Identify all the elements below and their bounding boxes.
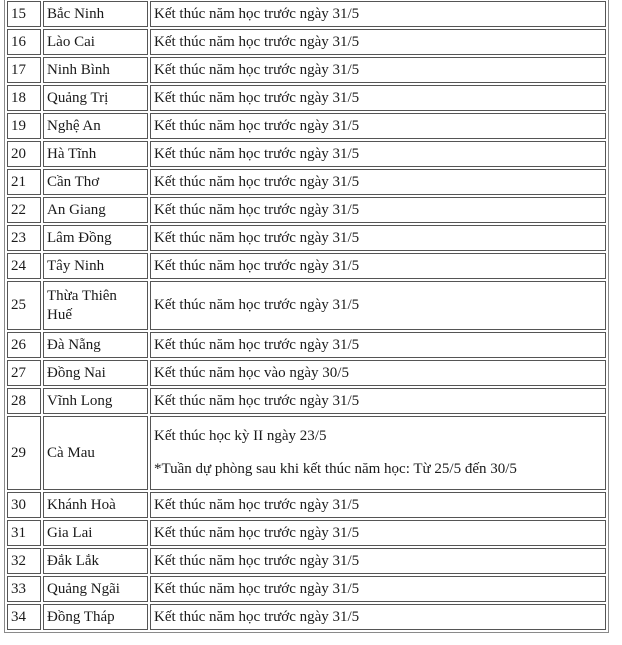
row-number: 24 <box>7 253 41 279</box>
table-row <box>7 492 606 518</box>
row-number: 18 <box>7 85 41 111</box>
province-cell: Quảng Ngãi <box>43 576 148 602</box>
row-number: 23 <box>7 225 41 251</box>
row-number: 22 <box>7 197 41 223</box>
note-cell: Kết thúc năm học vào ngày 30/5 <box>150 360 606 386</box>
note-cell: Kết thúc năm học trước ngày 31/5 <box>150 548 606 574</box>
row-number: 17 <box>7 57 41 83</box>
table-row <box>7 1 606 27</box>
note-cell: Kết thúc năm học trước ngày 31/5 <box>150 520 606 546</box>
province-cell: Nghệ An <box>43 113 148 139</box>
row-number: 34 <box>7 604 41 630</box>
note-line-1: Kết thúc học kỳ II ngày 23/5 <box>154 428 327 444</box>
row-number: 27 <box>7 360 41 386</box>
table-row <box>7 197 606 223</box>
province-cell: Hà Tĩnh <box>43 141 148 167</box>
province-cell: Cần Thơ <box>43 169 148 195</box>
province-cell: Gia Lai <box>43 520 148 546</box>
province-cell: Đồng Tháp <box>43 604 148 630</box>
row-number: 32 <box>7 548 41 574</box>
note-cell: Kết thúc năm học trước ngày 31/5 <box>150 113 606 139</box>
note-cell: Kết thúc năm học trước ngày 31/5 <box>150 29 606 55</box>
school-year-end-table <box>4 0 609 633</box>
province-cell: An Giang <box>43 197 148 223</box>
table-row <box>7 141 606 167</box>
row-number: 29 <box>7 416 41 490</box>
province-cell: Lào Cai <box>43 29 148 55</box>
table-row <box>7 604 606 630</box>
note-cell: Kết thúc năm học trước ngày 31/5 <box>150 141 606 167</box>
note-cell: Kết thúc năm học trước ngày 31/5 <box>150 492 606 518</box>
province-cell: Cà Mau <box>43 416 148 490</box>
province-cell: Thừa Thiên Huế <box>43 281 148 330</box>
province-cell: Đắk Lắk <box>43 548 148 574</box>
note-cell: Kết thúc năm học trước ngày 31/5 <box>150 332 606 358</box>
table-row <box>7 388 606 414</box>
row-number: 26 <box>7 332 41 358</box>
table-row <box>7 85 606 111</box>
row-number: 25 <box>7 281 41 330</box>
table-row <box>7 57 606 83</box>
row-number: 21 <box>7 169 41 195</box>
province-cell: Vĩnh Long <box>43 388 148 414</box>
table-row <box>7 548 606 574</box>
table-row <box>7 253 606 279</box>
note-cell: Kết thúc năm học trước ngày 31/5 <box>150 1 606 27</box>
province-cell: Đồng Nai <box>43 360 148 386</box>
province-cell: Tây Ninh <box>43 253 148 279</box>
table-row <box>7 281 606 330</box>
table-row <box>7 113 606 139</box>
note-cell <box>150 416 606 490</box>
table-row <box>7 29 606 55</box>
note-line-2: *Tuần dự phòng sau khi kết thúc năm học: Từ 25/5 đến 30/5 <box>154 461 517 477</box>
row-number: 30 <box>7 492 41 518</box>
row-number: 15 <box>7 1 41 27</box>
province-cell: Đà Nẵng <box>43 332 148 358</box>
note-cell: Kết thúc năm học trước ngày 31/5 <box>150 253 606 279</box>
note-cell: Kết thúc năm học trước ngày 31/5 <box>150 197 606 223</box>
note-cell: Kết thúc năm học trước ngày 31/5 <box>150 57 606 83</box>
row-number: 33 <box>7 576 41 602</box>
note-cell: Kết thúc năm học trước ngày 31/5 <box>150 169 606 195</box>
province-cell: Lâm Đồng <box>43 225 148 251</box>
row-number: 16 <box>7 29 41 55</box>
row-number: 28 <box>7 388 41 414</box>
table-row <box>7 169 606 195</box>
note-cell: Kết thúc năm học trước ngày 31/5 <box>150 85 606 111</box>
note-cell: Kết thúc năm học trước ngày 31/5 <box>150 576 606 602</box>
table-row <box>7 520 606 546</box>
table-row <box>7 360 606 386</box>
table-row <box>7 332 606 358</box>
province-cell: Bắc Ninh <box>43 1 148 27</box>
row-number: 19 <box>7 113 41 139</box>
province-cell: Quảng Trị <box>43 85 148 111</box>
table-row <box>7 416 606 490</box>
note-cell: Kết thúc năm học trước ngày 31/5 <box>150 225 606 251</box>
note-cell: Kết thúc năm học trước ngày 31/5 <box>150 281 606 330</box>
table-row <box>7 576 606 602</box>
row-number: 20 <box>7 141 41 167</box>
note-cell: Kết thúc năm học trước ngày 31/5 <box>150 388 606 414</box>
note-cell: Kết thúc năm học trước ngày 31/5 <box>150 604 606 630</box>
table-body <box>7 1 606 630</box>
province-cell: Ninh Bình <box>43 57 148 83</box>
table-row <box>7 225 606 251</box>
province-cell: Khánh Hoà <box>43 492 148 518</box>
row-number: 31 <box>7 520 41 546</box>
